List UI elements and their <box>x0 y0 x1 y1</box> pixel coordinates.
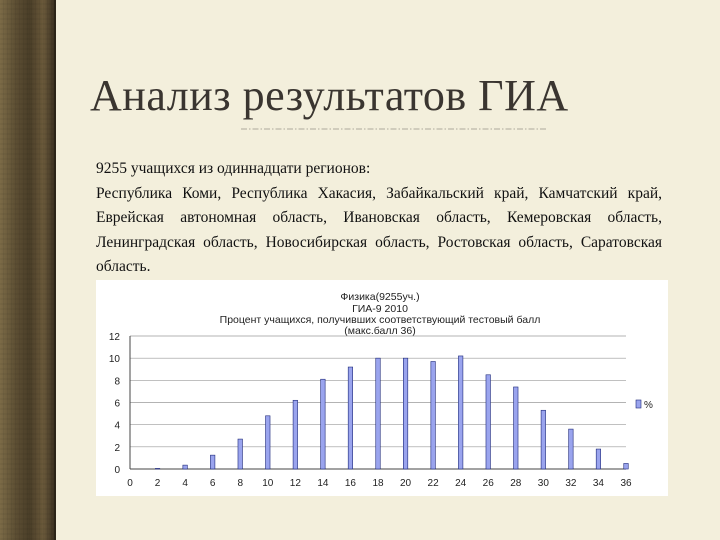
chart-subtitle-line: Процент учащихся, получивших соответствующий тестовый балл <box>219 314 541 326</box>
bar <box>486 375 491 469</box>
chart-container <box>96 280 668 496</box>
bar <box>431 361 436 469</box>
bar <box>624 463 629 469</box>
x-tick-label: 34 <box>592 478 605 489</box>
y-tick-label: 2 <box>114 442 120 454</box>
intro-text: 9255 учащихся из одиннадцати регионов: <box>96 160 371 177</box>
y-tick-label: 8 <box>114 376 120 388</box>
x-tick-label: 20 <box>399 478 412 489</box>
y-tick-label: 0 <box>114 465 120 476</box>
legend-swatch <box>636 400 641 408</box>
slide-body <box>96 157 662 280</box>
x-tick-label: 24 <box>455 478 467 489</box>
x-tick-label: 6 <box>209 478 216 489</box>
x-tick-label: 18 <box>372 478 384 489</box>
bar <box>238 439 243 469</box>
x-tick-label: 16 <box>344 478 357 489</box>
title-divider <box>88 128 700 130</box>
bar <box>376 358 381 469</box>
bar <box>596 449 601 469</box>
x-tick-label: 26 <box>482 478 494 489</box>
bar <box>183 465 188 469</box>
bar-chart <box>96 280 668 496</box>
regions-text: Республика Коми, Республика Хакасия, Забайкальский край, Камчатский край, Еврейская автономная область, Ивановская область, Кемеровская область, Ленинградская область, Новосибирская область, Ростовская область, Саратовская область. <box>96 184 662 275</box>
slide-title: Анализ результатов ГИА <box>90 71 569 120</box>
bar <box>293 400 298 469</box>
y-tick-label: 12 <box>108 332 120 343</box>
bar <box>458 356 463 469</box>
chart-title: Физика(9255уч.) <box>340 291 420 303</box>
bar <box>210 455 215 469</box>
chart-subtitle-line: ГИА-9 2010 <box>352 303 408 315</box>
x-tick-label: 0 <box>127 478 133 489</box>
chart-subtitle-line: (макс.балл 36) <box>344 325 416 337</box>
decorative-side-strip <box>0 0 54 540</box>
y-tick-label: 6 <box>114 398 120 410</box>
x-tick-label: 30 <box>537 478 549 489</box>
bar <box>514 387 519 469</box>
y-tick-label: 4 <box>114 420 120 432</box>
legend-label: % <box>644 400 653 411</box>
bar <box>569 429 574 469</box>
x-tick-label: 22 <box>427 478 439 489</box>
x-tick-label: 4 <box>182 478 188 489</box>
y-tick-label: 10 <box>108 354 120 366</box>
bar <box>155 468 160 469</box>
x-tick-label: 36 <box>620 478 632 489</box>
x-tick-label: 28 <box>510 478 522 489</box>
x-tick-label: 10 <box>262 478 274 489</box>
x-tick-label: 8 <box>237 478 244 489</box>
bar <box>541 410 546 469</box>
x-tick-label: 14 <box>317 478 329 489</box>
bar <box>348 367 353 469</box>
x-tick-label: 2 <box>154 478 161 489</box>
bar <box>266 416 271 469</box>
bar <box>321 379 326 469</box>
x-tick-label: 12 <box>289 478 301 489</box>
x-tick-label: 32 <box>565 478 577 489</box>
bar <box>403 358 408 469</box>
